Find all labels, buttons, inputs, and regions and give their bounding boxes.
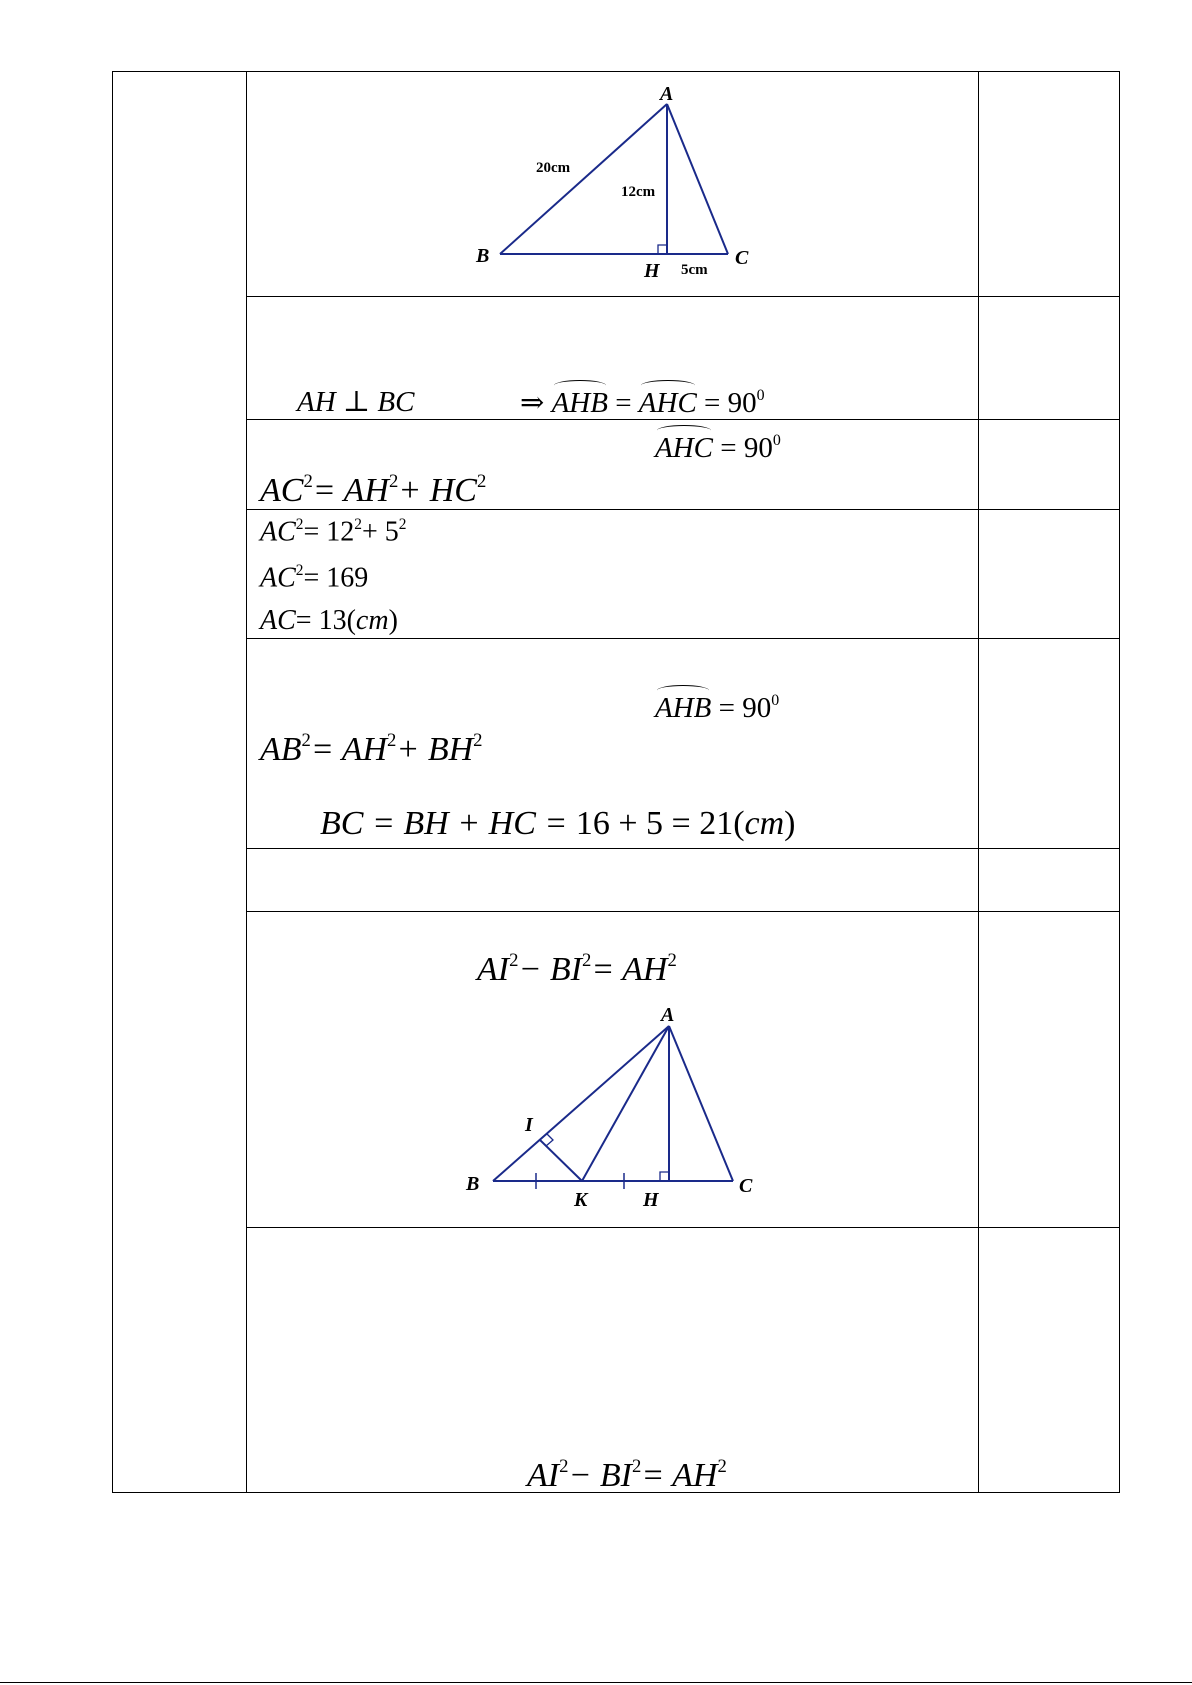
angle-equality-row2: ⇒ AHB = AHC = $90^0$ <box>520 386 765 419</box>
ac-squared-value: $AC^2= 169$ <box>260 562 369 594</box>
label-ah-length: 12cm <box>621 184 656 200</box>
label-ab-length: 20cm <box>536 160 571 176</box>
right-angle-mark <box>546 1134 553 1146</box>
label-b: B <box>476 245 490 267</box>
angle-ahb-right: AHB = $90^0$ <box>655 691 780 724</box>
segment-ac <box>667 104 728 254</box>
triangle-figure-1 <box>460 80 770 290</box>
ac-result: AC= 13(cm) <box>260 605 398 636</box>
right-angle-mark <box>660 1172 669 1181</box>
relation-ai-bi-ah-conclusion: $AI^2- BI^2= AH^2$ <box>527 1456 727 1495</box>
angle-ahc-right: AHC = $90^0$ <box>655 431 781 464</box>
row-divider <box>246 419 1119 420</box>
row-divider <box>246 509 1119 510</box>
pythagoras-ab: $AB^2= AH^2+ BH^2$ <box>260 730 483 769</box>
row-divider <box>246 848 1119 849</box>
label-b: B <box>466 1173 480 1195</box>
column-divider-left <box>246 72 247 1492</box>
label-a: A <box>661 1004 675 1026</box>
segment-ak <box>582 1026 669 1181</box>
label-i: I <box>525 1114 533 1136</box>
triangle-figure-2 <box>455 995 775 1220</box>
ac-squared-substitution: $AC^2= 12^2+ 5^2$ <box>260 516 407 548</box>
row-divider <box>246 1227 1119 1228</box>
label-k: K <box>574 1189 588 1211</box>
label-hc-length: 5cm <box>681 262 708 278</box>
relation-ai-bi-ah: $AI^2- BI^2= AH^2$ <box>477 950 677 989</box>
label-c: C <box>739 1175 753 1197</box>
row-divider <box>246 638 1119 639</box>
bc-length: BC = BH + HC = 16 + 5 = 21(cm) <box>320 805 796 842</box>
label-h: H <box>644 260 660 282</box>
segment-ac <box>669 1026 733 1181</box>
pythagoras-ac: $AC^2= AH^2+ HC^2$ <box>260 471 487 510</box>
label-c: C <box>735 247 749 269</box>
row-divider <box>246 911 1119 912</box>
segment-ab <box>493 1026 669 1181</box>
segment-ab <box>500 104 667 254</box>
perpendicular-statement: AH ⊥ BC <box>297 386 415 418</box>
right-angle-mark <box>658 245 667 254</box>
row-divider <box>246 296 1119 297</box>
column-divider-right <box>978 72 979 1492</box>
label-h: H <box>643 1189 659 1211</box>
page-footer-rule <box>0 1682 1192 1683</box>
label-a: A <box>660 83 674 105</box>
